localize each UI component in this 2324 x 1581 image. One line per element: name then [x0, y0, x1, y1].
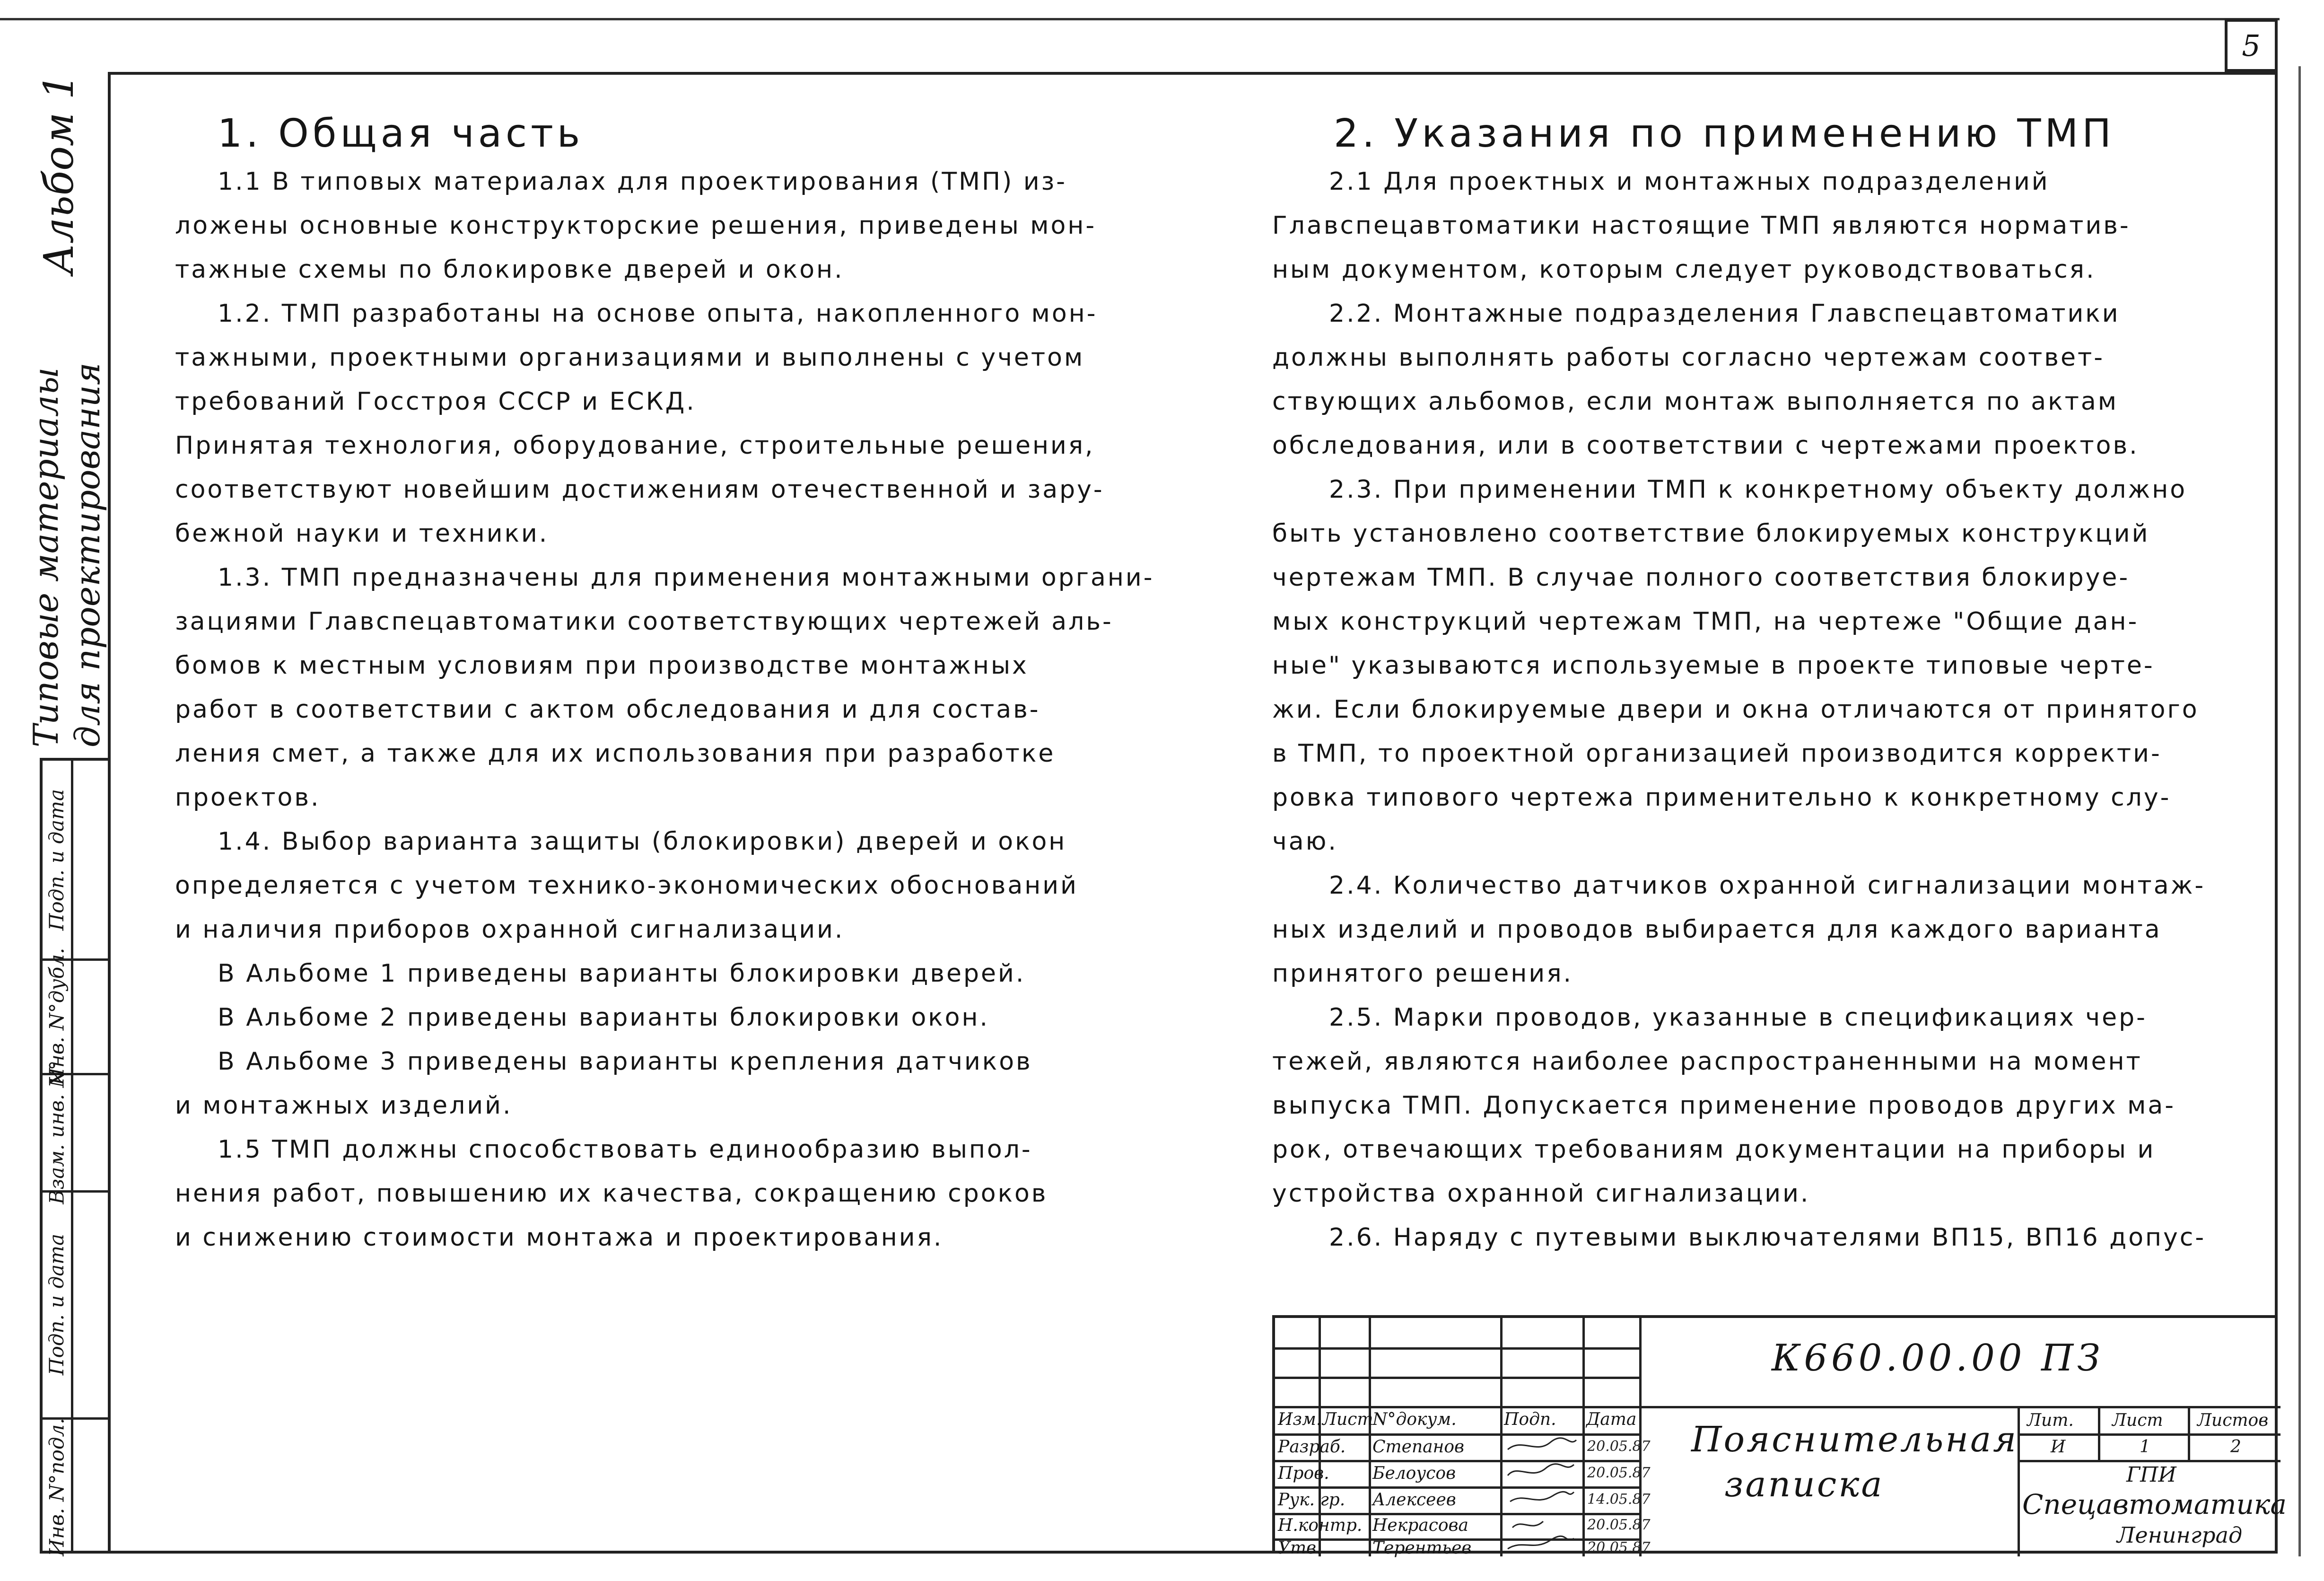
text-line: ным документом, которым следует руководствоваться. — [1272, 255, 2096, 284]
stamp-label-podp-data-2: Подп. и дата — [45, 789, 69, 931]
tb-divider — [1275, 1433, 1639, 1436]
text-line: проектов. — [175, 783, 321, 812]
header-doc: N°докум. — [1372, 1410, 1457, 1429]
text-line: чаю. — [1272, 827, 1338, 856]
side-title-line1: Типовые материалы — [26, 367, 66, 747]
tb-divider — [1275, 1486, 1639, 1489]
outer-frame-edge — [2298, 66, 2301, 1556]
document-code: К660.00.00 ПЗ — [1772, 1337, 2104, 1379]
row-name: Белоусов — [1372, 1464, 1456, 1483]
text-line: ложены основные конструкторские решения, приведены мон- — [175, 211, 1097, 240]
title-block — [1272, 1315, 2287, 1558]
row-name: Степанов — [1372, 1437, 1464, 1457]
text-line: 2.3. При применении ТМП к конкретному объекту должно — [1329, 475, 2187, 504]
text-line: выпуска ТМП. Допускается применение проводов других ма- — [1272, 1091, 2175, 1120]
text-line: ных изделий и проводов выбирается для каждого варианта — [1272, 915, 2162, 944]
header-list: Лист — [1322, 1410, 1373, 1429]
row-date: 20.05.87 — [1587, 1465, 1651, 1481]
text-line: тежей, являются наиболее распространенными на момент — [1272, 1047, 2142, 1076]
row-role: Утв. — [1278, 1538, 1322, 1558]
tb-divider — [1275, 1513, 1639, 1515]
text-line: 2.6. Наряду с путевыми выключателями ВП15, ВП16 допус- — [1329, 1223, 2206, 1252]
row-date: 20.05.87 — [1587, 1539, 1651, 1556]
tb-divider — [1275, 1377, 1639, 1379]
row-role: Разраб. — [1278, 1437, 1346, 1457]
text-line: бомов к местным условиям при производстве монтажных — [175, 651, 1029, 680]
text-line: 1.1 В типовых материалах для проектирования (ТМП) из- — [218, 167, 1067, 196]
row-date: 14.05.87 — [1587, 1491, 1651, 1508]
tb-divider — [1500, 1318, 1503, 1556]
section-heading: 2. Указания по применению ТМП — [1334, 111, 2115, 156]
text-line: и снижению стоимости монтажа и проектирования. — [175, 1223, 944, 1252]
lit-label: Лит. — [2027, 1411, 2074, 1430]
text-line: нения работ, повышению их качества, сокращению сроков — [175, 1179, 1048, 1208]
document-title-line1: Пояснительная — [1691, 1419, 2018, 1460]
tb-divider — [1369, 1318, 1371, 1556]
text-line: 2.1 Для проектных и монтажных подразделений — [1329, 167, 2050, 196]
sheets-value: 2 — [2230, 1437, 2241, 1457]
text-line: соответствуют новейшим достижениям отечественной и зару- — [175, 475, 1104, 504]
text-line: ления смет, а также для их использования при разработке — [175, 739, 1056, 768]
side-stamp — [40, 758, 108, 1554]
row-date: 20.05.87 — [1587, 1517, 1651, 1533]
text-line: обследования, или в соответствии с чертежами проектов. — [1272, 431, 2139, 460]
page-number: 5 — [2225, 19, 2278, 72]
text-line: бежной науки и техники. — [175, 519, 549, 548]
text-line: жи. Если блокируемые двери и окна отличаются от принятого — [1272, 695, 2199, 724]
lit-value: И — [2051, 1437, 2066, 1457]
header-podp: Подп. — [1504, 1410, 1556, 1429]
text-line: требований Госстроя СССР и ЕСКД. — [175, 387, 696, 416]
text-line: Принятая технология, оборудование, строительные решения, — [175, 431, 1095, 460]
tb-divider — [1275, 1406, 1639, 1408]
org-line3: Ленинград — [2117, 1522, 2243, 1548]
side-album-title — [26, 73, 107, 776]
org-line2: Спецавтоматика — [2022, 1488, 2287, 1520]
text-line: 2.4. Количество датчиков охранной сигнализации монтаж- — [1329, 871, 2206, 900]
text-line: 2.5. Марки проводов, указанные в спецификациях чер- — [1329, 1003, 2147, 1032]
tb-divider — [2188, 1406, 2190, 1460]
text-line: тажные схемы по блокировке дверей и окон. — [175, 255, 844, 284]
text-line: определяется с учетом технико-экономических обоснований — [175, 871, 1078, 900]
tb-divider — [1639, 1406, 2280, 1408]
text-line: должны выполнять работы согласно чертежам соответ- — [1272, 343, 2105, 372]
tb-divider — [1275, 1347, 1639, 1350]
side-title-line2: для проектирования — [68, 362, 107, 747]
document-title-line2: записка — [1724, 1464, 1884, 1505]
text-line: мых конструкций чертежам ТМП, на чертеже "Общие дан- — [1272, 607, 2139, 636]
text-line: В Альбоме 3 приведены варианты крепления датчиков — [218, 1047, 1032, 1076]
row-role: Рук. гр. — [1278, 1490, 1345, 1510]
text-line: Главспецавтоматики настоящие ТМП являются норматив- — [1272, 211, 2131, 240]
row-date: 20.05.87 — [1587, 1438, 1651, 1455]
text-line: ровка типового чертежа применительно к конкретному слу- — [1272, 783, 2171, 812]
document-title — [1691, 1417, 2018, 1507]
text-line: 1.3. ТМП предназначены для применения монтажными органи- — [218, 563, 1154, 592]
section-general — [175, 108, 1159, 1260]
tb-divider — [2018, 1460, 2280, 1462]
text-line: и монтажных изделий. — [175, 1091, 513, 1120]
text-line: и наличия приборов охранной сигнализации. — [175, 915, 845, 944]
text-line: 1.2. ТМП разработаны на основе опыта, накопленного мон- — [218, 299, 1098, 328]
row-name: Некрасова — [1372, 1516, 1468, 1535]
stamp-label-vzam-inv: Взам. инв. N° — [45, 1060, 69, 1204]
stamp-label-inv-podl: Инв. N°подл. — [45, 1417, 69, 1556]
signatures-graphic — [1503, 1435, 1581, 1554]
text-line: устройства охранной сигнализации. — [1272, 1179, 1810, 1208]
stamp-divider — [71, 761, 73, 1551]
text-line: в ТМП, то проектной организацией производится корректи- — [1272, 739, 2162, 768]
tb-divider — [2098, 1406, 2100, 1460]
header-izm: Изм. — [1278, 1410, 1322, 1429]
tb-divider — [1275, 1460, 1639, 1462]
text-line: зациями Главспецавтоматики соответствующих чертежей аль- — [175, 607, 1113, 636]
sheet-label: Лист — [2112, 1411, 2163, 1430]
tb-divider — [2018, 1433, 2280, 1436]
side-title-album: Альбом 1 — [35, 73, 83, 274]
text-line: рок, отвечающих требованиям документации на приборы и — [1272, 1135, 2156, 1164]
header-date: Дата — [1586, 1410, 1637, 1429]
stamp-label-podp-data-1: Подп. и дата — [45, 1233, 69, 1375]
sheet-top-border — [0, 18, 2280, 20]
org-line1: ГПИ — [2126, 1463, 2176, 1487]
text-line: 1.4. Выбор варианта защиты (блокировки) дверей и окон — [218, 827, 1067, 856]
stamp-label-inv-dubl: Инв. N°дубл. — [45, 948, 69, 1085]
text-line: В Альбоме 1 приведены варианты блокировки дверей. — [218, 959, 1026, 988]
text-line: В Альбоме 2 приведены варианты блокировки окон. — [218, 1003, 990, 1032]
text-line: принятого решения. — [1272, 959, 1573, 988]
section-heading: 1. Общая часть — [218, 111, 584, 156]
row-name: Алексеев — [1372, 1490, 1456, 1510]
text-line: 1.5 ТМП должны способствовать единообразию выпол- — [218, 1135, 1032, 1164]
text-line: 2.2. Монтажные подразделения Главспецавтоматики — [1329, 299, 2120, 328]
row-role: Н.контр. — [1278, 1516, 1363, 1535]
text-line: чертежам ТМП. В случае полного соответствия блокируе- — [1272, 563, 2130, 592]
text-line: тажными, проектными организациями и выполнены с учетом — [175, 343, 1085, 372]
sheets-label: Листов — [2197, 1411, 2269, 1430]
tb-divider — [1582, 1318, 1585, 1556]
text-line: ствующих альбомов, если монтаж выполняется по актам — [1272, 387, 2118, 416]
row-role: Пров. — [1278, 1464, 1329, 1483]
text-line: ные" указываются используемые в проекте типовые черте- — [1272, 651, 2155, 680]
sheet-value: 1 — [2140, 1437, 2150, 1457]
row-name: Терентьев — [1372, 1538, 1472, 1558]
text-line: быть установлено соответствие блокируемых конструкций — [1272, 519, 2150, 548]
section-usage — [1272, 108, 2232, 1260]
text-line: работ в соответствии с актом обследования и для состав- — [175, 695, 1040, 724]
